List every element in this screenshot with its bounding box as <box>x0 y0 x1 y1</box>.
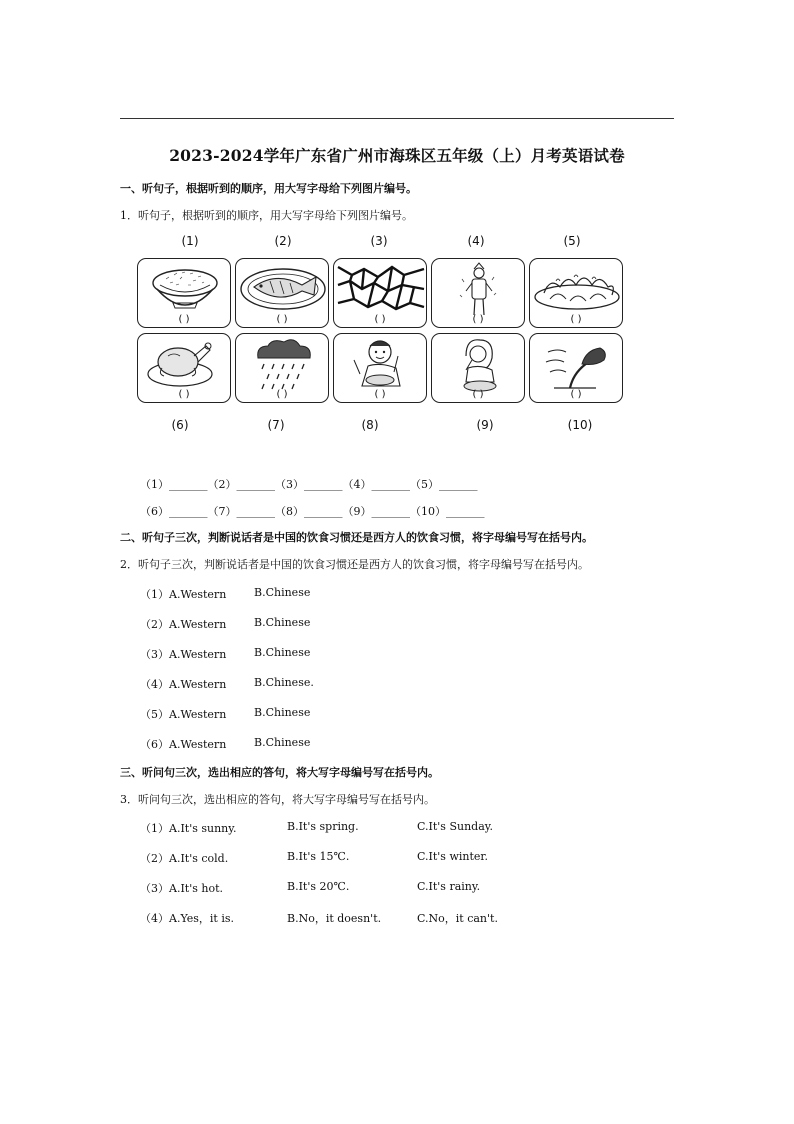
answer-line-1: （1）_______（2）_______（3）_______（4）_______（5）_______ <box>140 478 478 491</box>
header-rule <box>120 118 674 119</box>
picture-number-8: (8) <box>361 418 379 432</box>
option-a: （1）A.Western <box>140 588 227 601</box>
picture-cell-7 <box>235 333 329 403</box>
picture-number-2: (2) <box>274 234 292 248</box>
picture-number-4: (4) <box>467 234 485 248</box>
option-a: （5）A.Western <box>140 708 227 721</box>
picture-cell-2 <box>235 258 329 328</box>
option-c: C.It's rainy. <box>417 880 481 893</box>
picture-cell-5 <box>529 258 623 328</box>
option-a: （3）A.Western <box>140 648 227 661</box>
option-b: B.Chinese. <box>254 676 314 689</box>
option-b: B.Chinese <box>254 706 311 719</box>
answer-paren-8: ( ) <box>374 389 386 400</box>
option-b: B.Chinese <box>254 616 311 629</box>
picture-number-5: (5) <box>563 234 581 248</box>
page-title: 2023-2024学年广东省广州市海珠区五年级（上）月考英语试卷 <box>169 146 625 165</box>
answer-paren-5: ( ) <box>570 314 582 325</box>
option-b: B.It's spring. <box>287 820 359 833</box>
question-3: 3．听问句三次，选出相应的答句，将大写字母编号写在括号内。 <box>120 793 435 806</box>
answer-paren-2: ( ) <box>276 314 288 325</box>
answer-paren-1: ( ) <box>178 314 190 325</box>
option-c: C.It's winter. <box>417 850 488 863</box>
option-c: C.No，it can't. <box>417 912 498 925</box>
option-a: （2）A.Western <box>140 618 227 631</box>
picture-number-7: (7) <box>267 418 285 432</box>
picture-number-9: (9) <box>476 418 494 432</box>
option-b: B.Chinese <box>254 586 311 599</box>
option-b: B.Chinese <box>254 646 311 659</box>
answer-paren-7: ( ) <box>276 389 288 400</box>
picture-number-1: (1) <box>181 234 199 248</box>
section1-heading: 一、听句子，根据听到的顺序，用大写字母给下列图片编号。 <box>120 182 417 195</box>
answer-line-2: （6）_______（7）_______（8）_______（9）_______（10）_______ <box>140 505 485 518</box>
picture-cell-10 <box>529 333 623 403</box>
option-a: （2）A.It's cold. <box>140 852 229 865</box>
option-a: （4）A.Yes，it is. <box>140 912 234 925</box>
answer-paren-6: ( ) <box>178 389 190 400</box>
question-1: 1．听句子，根据听到的顺序，用大写字母给下列图片编号。 <box>120 209 413 222</box>
answer-paren-3: ( ) <box>374 314 386 325</box>
option-a: （4）A.Western <box>140 678 227 691</box>
option-c: C.It's Sunday. <box>417 820 494 833</box>
picture-number-6: (6) <box>171 418 189 432</box>
picture-cell-6 <box>137 333 231 403</box>
option-b: B.It's 20℃. <box>287 880 350 893</box>
picture-grid <box>137 258 623 405</box>
picture-cell-4 <box>431 258 525 328</box>
section2-heading: 二、听句子三次，判断说话者是中国的饮食习惯还是西方人的饮食习惯，将字母编号写在括号内。 <box>120 531 593 544</box>
picture-number-3: (3) <box>370 234 388 248</box>
option-a: （1）A.It's sunny. <box>140 822 237 835</box>
option-b: B.No，it doesn't. <box>287 912 382 925</box>
answer-paren-10: ( ) <box>570 389 582 400</box>
picture-cell-1 <box>137 258 231 328</box>
option-a: （3）A.It's hot. <box>140 882 223 895</box>
answer-paren-4: ( ) <box>472 314 484 325</box>
option-a: （6）A.Western <box>140 738 227 751</box>
picture-cell-8 <box>333 333 427 403</box>
question-2: 2．听句子三次，判断说话者是中国的饮食习惯还是西方人的饮食习惯，将字母编号写在括号内。 <box>120 558 589 571</box>
answer-paren-9: ( ) <box>472 389 484 400</box>
option-b: B.It's 15℃. <box>287 850 350 863</box>
section3-heading: 三、听问句三次，选出相应的答句，将大写字母编号写在括号内。 <box>120 766 439 779</box>
picture-cell-3 <box>333 258 427 328</box>
picture-number-10: (10) <box>567 418 593 432</box>
option-b: B.Chinese <box>254 736 311 749</box>
picture-cell-9 <box>431 333 525 403</box>
